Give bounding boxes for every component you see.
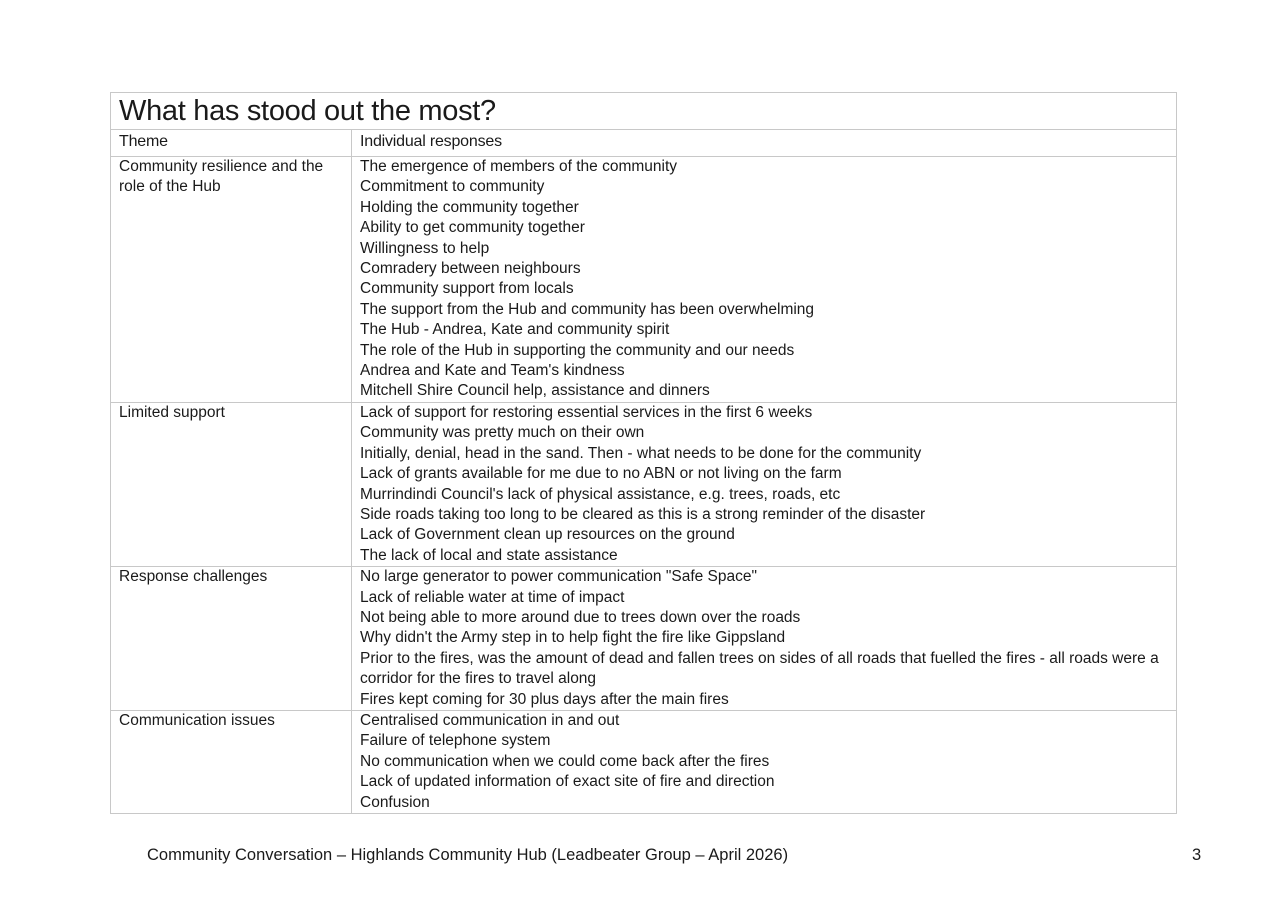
responses-cell [352, 567, 1177, 711]
response-item: Community support from locals [360, 280, 574, 298]
responses-table [110, 92, 1177, 814]
response-item: No large generator to power communication "Safe Space" [360, 568, 757, 586]
responses-column-header: Individual responses [352, 130, 1177, 157]
response-item: The emergence of members of the community [360, 158, 678, 175]
response-item: Andrea and Kate and Team's kindness [360, 362, 625, 380]
response-item: Mitchell Shire Council help, assistance and dinners [360, 382, 710, 400]
response-item: Centralised communication in and out [360, 711, 620, 729]
response-item: The lack of local and state assistance [360, 546, 618, 564]
table-row [111, 567, 1177, 711]
response-item: Lack of Government clean up resources on the ground [360, 526, 735, 544]
response-item: Not being able to more around due to trees down over the roads [360, 608, 801, 626]
header-row [111, 130, 1177, 157]
response-item: Fires kept coming for 30 plus days after the main fires [360, 690, 729, 708]
responses-cell [352, 157, 1177, 403]
response-item: Holding the community together [360, 198, 579, 216]
response-item: Initially, denial, head in the sand. Then - what needs to be done for the community [360, 444, 922, 462]
response-item: Ability to get community together [360, 219, 585, 237]
response-list [360, 157, 1168, 402]
response-item: Murrindindi Council's lack of physical assistance, e.g. trees, roads, etc [360, 485, 841, 503]
response-list [360, 403, 1168, 566]
response-item: The role of the Hub in supporting the community and our needs [360, 341, 795, 359]
response-item: Willingness to help [360, 239, 490, 257]
response-item: Lack of updated information of exact site of fire and direction [360, 773, 775, 791]
page-number: 3 [1192, 846, 1202, 864]
response-item: The Hub - Andrea, Kate and community spirit [360, 321, 670, 339]
response-item: Lack of reliable water at time of impact [360, 588, 625, 606]
theme-cell: Communication issues [111, 710, 352, 813]
table-row [111, 157, 1177, 403]
response-list [360, 567, 1168, 710]
response-item: Why didn't the Army step in to help fight the fire like Gippsland [360, 629, 786, 647]
response-item: Comradery between neighbours [360, 260, 581, 278]
theme-cell: Community resilience and the role of the Hub [111, 157, 352, 403]
response-item: Community was pretty much on their own [360, 424, 645, 442]
table-row [111, 710, 1177, 813]
response-item: No communication when we could come back after the fires [360, 752, 770, 770]
table-row [111, 402, 1177, 566]
responses-cell [352, 710, 1177, 813]
response-list [360, 711, 1168, 813]
response-item: Commitment to community [360, 178, 545, 196]
table-title: What has stood out the most? [111, 93, 1177, 130]
page-footer: Community Conversation – Highlands Community Hub (Leadbeater Group – April 2026) [147, 846, 789, 864]
response-item: Lack of grants available for me due to no ABN or not living on the farm [360, 465, 842, 483]
response-item: Confusion [360, 793, 430, 811]
theme-cell: Limited support [111, 402, 352, 566]
theme-column-header: Theme [111, 130, 352, 157]
theme-cell: Response challenges [111, 567, 352, 711]
response-item: Side roads taking too long to be cleared as this is a strong reminder of the disaster [360, 505, 926, 523]
responses-cell [352, 402, 1177, 566]
response-item: Lack of support for restoring essential services in the first 6 weeks [360, 403, 813, 421]
title-row [111, 93, 1177, 130]
response-item: Failure of telephone system [360, 732, 551, 750]
response-item: The support from the Hub and community has been overwhelming [360, 300, 815, 318]
response-item: Prior to the fires, was the amount of dead and fallen trees on sides of all roads that fuelled the fires - all roads were a corridor for the fires to travel along [360, 649, 1159, 688]
